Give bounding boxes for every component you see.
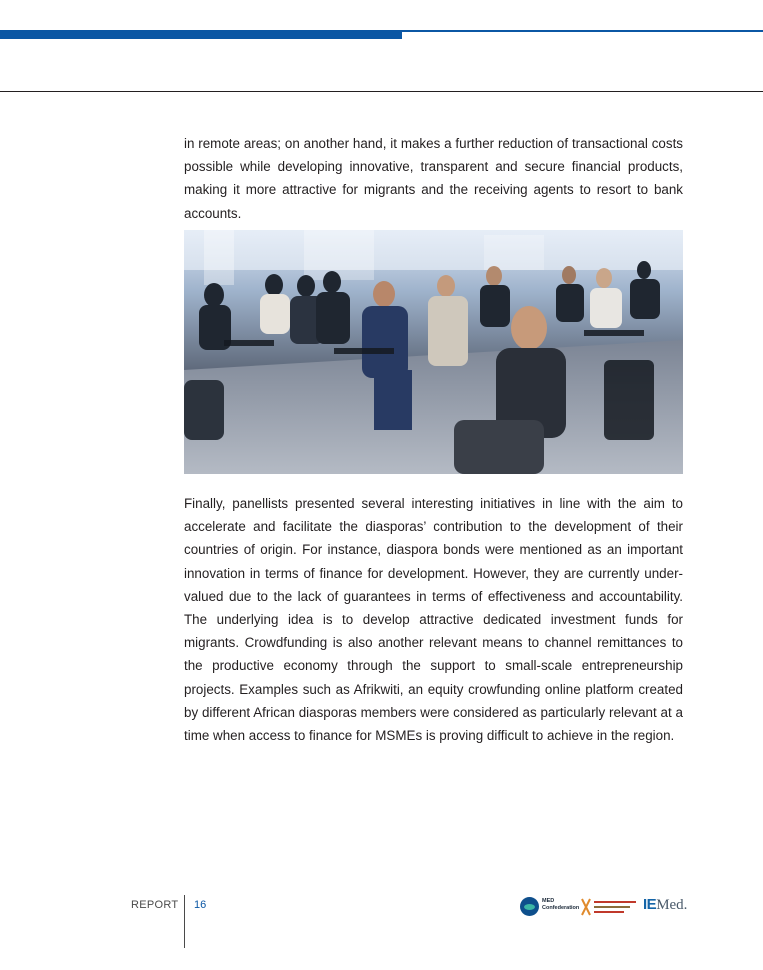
med-confederation-emblem-icon [520, 897, 539, 916]
header-accent-bar [0, 30, 402, 39]
page-number: 16 [194, 899, 207, 911]
header-rule [0, 91, 763, 92]
chamber-of-commerce-logo [580, 896, 636, 918]
iemed-logo: IEMed. [643, 896, 688, 913]
header-accent-line [402, 30, 763, 32]
chamber-logo-text-lines [594, 901, 636, 916]
med-confederation-logo-text: MED Confederation [542, 898, 580, 911]
conference-audience-photo [184, 230, 683, 474]
body-paragraph-1: in remote areas; on another hand, it makes a further reduction of transactional costs possible while developing innovative, transparent and secure financial products, making it more attractive for migrants and the receiving agents to resort to bank accounts. [184, 136, 683, 221]
footer-report-label: REPORT [131, 899, 179, 911]
body-paragraph-2: Finally, panellists presented several interesting initiatives in line with the aim to accelerate and facilitate the diasporas’ contribution to the development of their countries of origin. For instance, diaspora bonds were mentioned as an important innovation in terms of finance for development. However, they are currently under-valued due to the lack of guarantees in terms of effectiveness and accountability. The underlying idea is to develop attractive dedicated investment funds for migrants. Crowdfunding is also another relevant means to channel remittances to the productive economy through the support to small-scale entrepreneurship projects. Examples such as Afrikwiti, an equity crowfunding online platform created by different African diasporas members were considered as particularly relevant at a time when access to finance for MSMEs is proving difficult to achieve in the region. [184, 496, 683, 744]
med-confederation-logo [520, 895, 580, 919]
chamber-emblem-icon [580, 898, 592, 916]
footer-divider [184, 895, 185, 948]
